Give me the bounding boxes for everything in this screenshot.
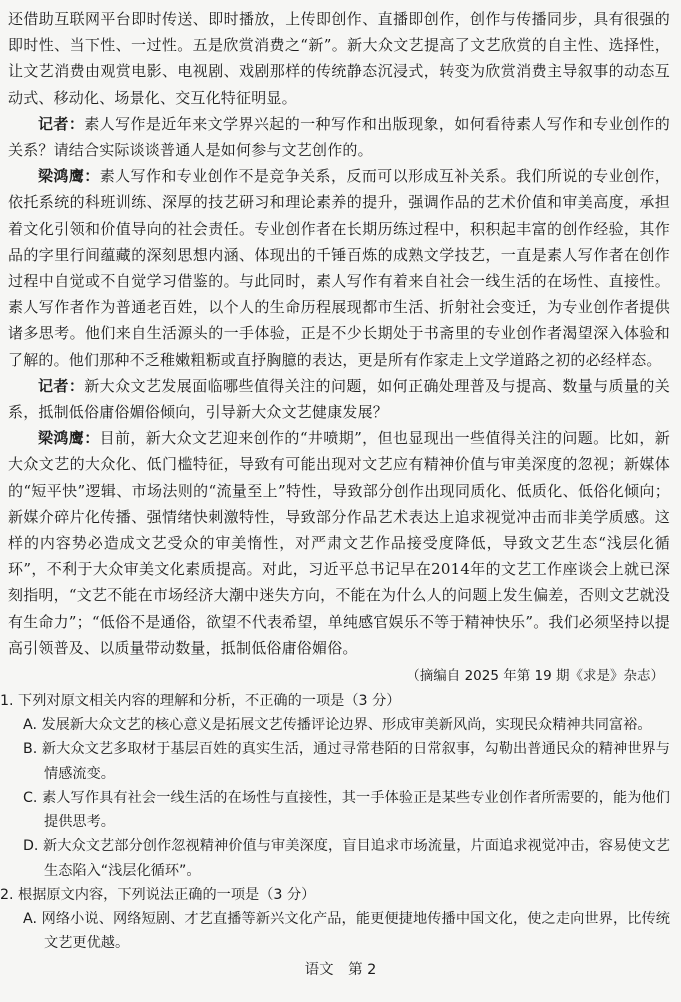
speaker-liang: 梁鸿鹰： [38, 429, 100, 448]
option-d: D. 新大众文艺部分创作忽视精神价值与审美深度，盲目追求市场流量，片面追求视觉冲击，容易使文艺生态陷入“浅层化循环”。 [23, 838, 670, 879]
question-block-2 [0, 883, 670, 956]
interview-question-1 [8, 111, 670, 163]
question-text: 素人写作是近年来文学界兴起的一种写作和出版现象，如何看待素人写作和专业创作的关系？请结合实际谈谈普通人是如何参与文艺创作的。 [8, 114, 670, 160]
interview-answer-1 [8, 163, 670, 373]
question-block-1 [0, 689, 670, 883]
answer-text: 目前，新大众文艺迎来创作的“井喷期”，但也显现出一些值得关注的问题。比如，新大众文艺的大众化、低门槛特征，导致有可能出现对文艺应有精神价值与审美深度的忽视；新媒体的“短平快”逻辑、市场法则的“流量至上”特性，导致部分创作出现同质化、低质化、低俗化倾向；新媒介碎片化传播、强情绪快刺激特性，导致部分作品艺术表达上追求视觉冲击而非美学质感。这样的内容势必造成文艺受众的审美惰性，对严肃文艺作品接受度降低，导致文艺生态“浅层化循环”，不利于大众审美文化素质提高。对此，习近平总书记早在2014年的文艺工作座谈会上就已深刻指明，“文艺不能在市场经济大潮中迷失方向，不能在为什么人的问题上发生偏差，否则文艺就没有生命力”；“低俗不是通俗，欲望不代表希望，单纯感官娱乐不等于精神快乐”。我们必须坚持以提高引领普及、以质量带动数量，抵制低俗庸俗媚俗。 [8, 429, 671, 657]
option-a: A. 发展新大众文艺的核心意义是拓展文艺传播评论边界、形成审美新风尚，实现民众精神共同富裕。 [23, 717, 652, 734]
answer-text: 素人写作和专业创作不是竞争关系，反而可以形成互补关系。我们所说的专业创作，依托系统的科班训练、深厚的技艺研习和理论素养的提升，强调作品的艺术价值和审美高度，承担着文化引领和价值导向的社会责任。专业创作者在长期历练过程中，积积起丰富的创作经验，其作品的字里行间蕴藏的深刻思想内涵、体现出的千锤百炼的成熟文学技艺，一直是素人写作者在创作过程中自觉或不自觉学习借鉴的。与此同时，素人写作有着来自社会一线生活的在场性、直接性。素人写作者作为普通老百姓，以个人的生命历程展现都市生活、折射社会变迁，为专业创作者提供诸多思考。他们来自生活源头的一手体验，正是不少长期处于书斋里的专业创作者渴望深入体验和了解的。他们那种不乏稚嫩粗粝或直抒胸臆的表达，更是所有作家走上文学道路之初的必经样态。 [8, 167, 670, 369]
document-page [0, 6, 671, 955]
question-stem: 2. 根据原文内容，下列说法正确的一项是（3 分） [0, 886, 316, 903]
page-footer: 语文 第 2 [304, 962, 377, 978]
option-c: C. 素人写作具有社会一线生活的在场性与直接性，其一手体验正是某些专业创作者所需要的，能为他们提供思考。 [23, 789, 670, 831]
source-citation: （摘编自 2025 年第 19 期《求是》杂志） [406, 668, 664, 685]
option-b: B. 新大众文艺多取材于基层百姓的真实生活，通过寻常巷陌的日常叙事，勾勒出普通民众的精神世界与情感流变。 [23, 741, 670, 782]
question-text: 新大众文艺发展面临哪些值得关注的问题，如何正确处理普及与提高、数量与质量的关系，抵制低俗庸俗媚俗倾向，引导新大众文艺健康发展？ [8, 376, 670, 422]
question-stem: 1. 下列对原文相关内容的理解和分析，不正确的一项是（3 分） [0, 693, 401, 710]
speaker-reporter: 记者： [38, 114, 85, 133]
speaker-reporter: 记者： [38, 376, 85, 395]
option-a: A. 网络小说、网络短剧、才艺直播等新兴文化产品，能更便捷地传播中国文化，使之走向世界，比传统文艺更优越。 [23, 910, 670, 952]
interview-answer-2 [8, 425, 670, 661]
speaker-liang: 梁鸿鹰： [38, 167, 100, 186]
paragraph-intro: 还借助互联网平台即时传送、即时播放，上传即创作、直播即创作，创作与传播同步，具有很强的即时性、当下性、一过性。五是欣赏消费之“新”。新大众文艺提高了文艺欣赏的自主性、选择性，让文艺消费由观赏电影、电视剧、戏剧那样的传统静态沉浸式，转变为欣赏消费主导叙事的动态互动式、移动化、场景化、交互化特征明显。 [8, 10, 670, 107]
interview-question-2 [8, 373, 670, 425]
